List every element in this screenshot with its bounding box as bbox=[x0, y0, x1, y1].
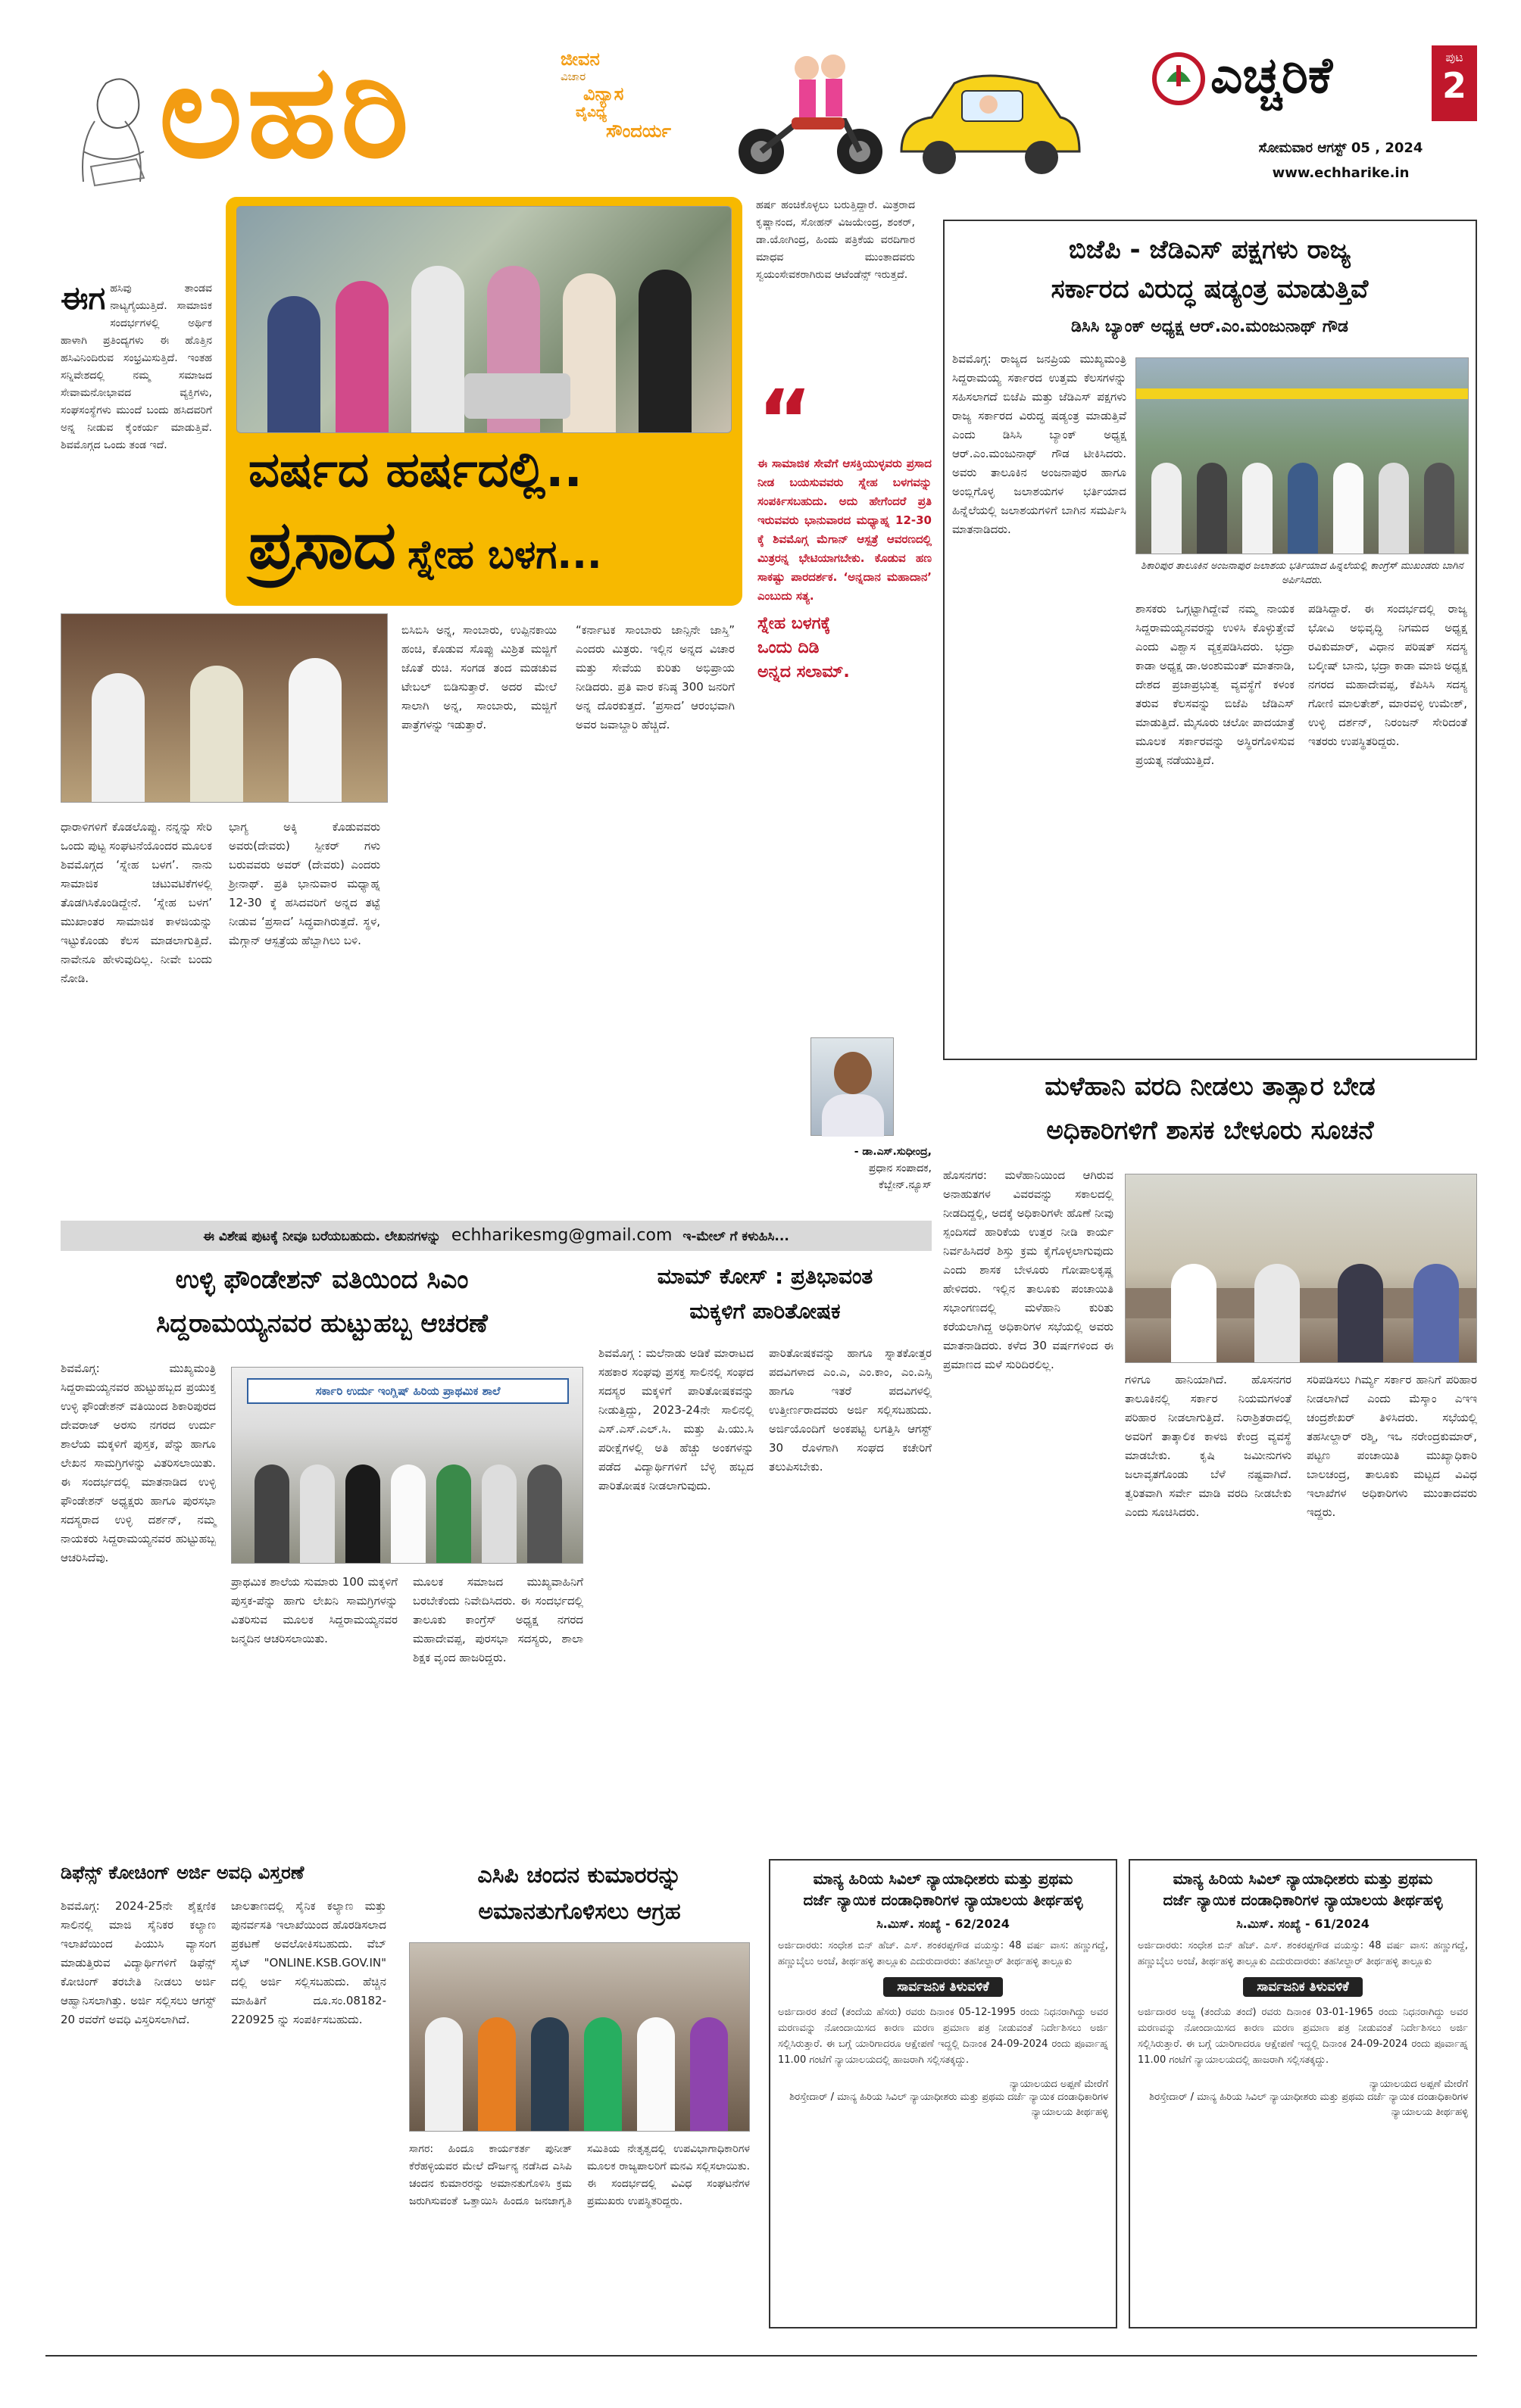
lead-col-3: ಬಿಸಿಬಿಸಿ ಅನ್ನ, ಸಾಂಬಾರು, ಉಪ್ಪಿನಕಾಯಿ ಹಂಚಿ, ಕೊಡುವ ಸೊಪ್ಪು ಮಿಶ್ರಿತ ಮಜ್ಜಿಗೆ ಜೊತೆ ರುಚಿ. ಸಂಗಡ ತಂದ ಮಡಚುವ ಟೇಬಲ್ ಬಿಡಿಸುತ್ತಾರೆ. ಅದರ ಮೇಲೆ ಸಾಲಾಗಿ ಅನ್ನ, ಸಾಂಬಾರು, ಮಜ್ಜಿಗೆ ಪಾತ್ರೆಗಳನ್ನು ಇಡುತ್ತಾರೆ. bbox=[401, 623, 557, 731]
notice-2-sign-1: ನ್ಯಾಯಾಲಯದ ಅಪ್ಪಣೆ ಮೇರೆಗೆ bbox=[1369, 2079, 1468, 2090]
defence-story bbox=[61, 1859, 386, 2313]
malehani-headline-2: ಅಧಿಕಾರಿಗಳಿಗೆ ಶಾಸಕ ಬೇಳೂರು ಸೂಚನೆ bbox=[1046, 1115, 1374, 1146]
notice-2-title-1: ಮಾನ್ಯ ಹಿರಿಯ ಸಿವಿಲ್ ನ್ಯಾಯಾಧೀಶರು ಮತ್ತು ಪ್ರಥಮ bbox=[1173, 1870, 1433, 1888]
ulli-headline-2: ಸಿದ್ದರಾಮಯ್ಯನವರ ಹುಟ್ಟುಹಬ್ಬ ಆಚರಣೆ bbox=[156, 1308, 488, 1339]
intro-text: ಹಸಿವು ತಾಂಡವ ನಾಟ್ಯಗೈಯುತ್ತಿದೆ. ಸಾಮಾಜಿಕ ಸಂದರ್ಭಗಳಲ್ಲಿ ಅರ್ಥಿಕ ಹಾಳಾಗಿ ಪ್ರತಿಂದ್ಯಗಳು ಈ ಹೊತ್ತಿನ ಹಸಿವಿನಿಂದಿರುವ ಸಂಭ್ರಮಿಸುತ್ತಿದೆ. ಇಂತಹ ಸನ್ನಿವೇಶದಲ್ಲಿ ನಮ್ಮ ಸಮಾಜದ ಸೇವಾಮನೋಭಾವದ ವ್ಯಕ್ತಿಗಳು, ಸಂಘಸಂಸ್ಥೆಗಳು ಮುಂದೆ ಬಂದು ಹಸಿದವರಿಗೆ ಅನ್ನ ನೀಡುವ ಕೈಂಕರ್ಯ ಮಾಡುತ್ತಿವೆ. ಶಿವಮೊಗ್ಗದ ಒಂದು ತಂಡ ಇದೆ. bbox=[61, 282, 212, 451]
paper-name: ಎಚ್ಚರಿಕೆ bbox=[1210, 46, 1333, 104]
notice-2-title-2: ದರ್ಜೆ ನ್ಯಾಯಿಕ ದಂಡಾಧಿಕಾರಿಗಳ ನ್ಯಾಯಾಲಯ ತೀರ್ಥಹಳ್ಳಿ bbox=[1163, 1891, 1443, 1909]
author-byline bbox=[788, 1143, 932, 1193]
memorandum-photo bbox=[409, 1942, 750, 2132]
author-org: ಕೆಬ್ಬೇನ್.ನ್ಯೂಸ್ bbox=[879, 1179, 932, 1191]
intro-column bbox=[61, 280, 212, 621]
tagline-2: ವಿಚಾರ bbox=[561, 70, 586, 83]
email-address[interactable]: echharikesmg@gmail.com bbox=[451, 1226, 673, 1245]
bjp-headline-1: ಬಿಜೆಪಿ - ಜೆಡಿಎಸ್ ಪಕ್ಷಗಳು ರಾಜ್ಯ bbox=[1068, 235, 1351, 265]
lead-col-4: “ಕರ್ನಾಟಕ ಸಾಂಬಾರು ಜಾನ್ಸಿನೇ ಜಾಸ್ತಿ” ಎಂದರು ಮಿತ್ರರು. ಇಲ್ಲಿನ ಅನ್ನದ ವಿಚಾರ ಮತ್ತು ಸೇವೆಯ ಕುರಿತು ಅಭಿಪ್ರಾಯ ನೀಡಿದರು. ಪ್ರತಿ ವಾರ ಕನಿಷ್ಠ 300 ಜನರಿಗೆ ಅನ್ನ ದೊರಕುತ್ತದೆ. ‘ಪ್ರಸಾದ’ ಆರಂಭವಾಗಿ ಅವರ ಜವಾಬ್ದಾರಿ ಹೆಚ್ಚಿದೆ. bbox=[576, 623, 735, 731]
lead-banner bbox=[226, 197, 742, 606]
page-label: ಪುಟ bbox=[1445, 50, 1463, 64]
quote-mark: “ bbox=[757, 372, 813, 469]
ulli-body-left: ಶಿವಮೊಗ್ಗ: ಮುಖ್ಯಮಂತ್ರಿ ಸಿದ್ದರಾಮಯ್ಯನವರ ಹುಟ್ಟುಹಬ್ಬದ ಪ್ರಯುಕ್ತ ಉಳ್ಳಿ ಫೌಂಡೇಶನ್ ವತಿಯಿಂದ ಶಿಕಾರಿಪುರದ ದೇವರಾಜ್ ಅರಸು ನಗರದ ಉರ್ದು ಶಾಲೆಯ ಮಕ್ಕಳಿಗೆ ಪುಸ್ತಕ, ಪೆನ್ನು ಹಾಗೂ ಲೇಖನ ಸಾಮಗ್ರಿಗಳನ್ನು ವಿತರಿಸಲಾಯಿತು. ಈ ಸಂದರ್ಭದಲ್ಲಿ ಮಾತನಾಡಿದ ಉಳ್ಳಿ ಫೌಂಡೇಶನ್ ಅಧ್ಯಕ್ಷರು ಹಾಗೂ ಪುರಸಭಾ ಸದಸ್ಯರಾದ ಉಳ್ಳಿ ದರ್ಶನ್, ನಮ್ಮ ನಾಯಕರು ಸಿದ್ದರಾಮಯ್ಯನವರ ಹುಟ್ಟುಹಬ್ಬ ಆಚರಿಸಿದೆವು. bbox=[61, 1362, 216, 1564]
notice-1-case-no: ಸಿ.ಮಿಸ್. ಸಂಖ್ಯೆ - 62/2024 bbox=[876, 1917, 1010, 1931]
email-strip-prefix: ಈ ವಿಶೇಷ ಪುಟಕ್ಕೆ ನೀವೂ ಬರೆಯಬಹುದು. ಲೇಖನಗಳನ್ನು bbox=[203, 1229, 441, 1244]
yellow-car-icon bbox=[894, 61, 1083, 182]
defence-body-left: ಶಿವಮೊಗ್ಗ: 2024-25ನೇ ಶೈಕ್ಷಣಿಕ ಸಾಲಿನಲ್ಲಿ ಮಾಜಿ ಸೈನಿಕರ ಕಲ್ಯಾಣ ಇಲಾಖೆಯಿಂದ ಪಿಯುಸಿ ವ್ಯಾಸಂಗ ಮಾಡುತ್ತಿರುವ ವಿದ್ಯಾರ್ಥಿಗಳಿಗೆ ಡಿಫೆನ್ಸ್ ಕೋಚಿಂಗ್ ತರಬೇತಿ ನೀಡಲು ಅರ್ಜಿ ಆಹ್ವಾನಿಸಲಾಗಿತ್ತು. ಅರ್ಜಿ ಸಲ್ಲಿಸಲು ಆಗಸ್ಟ್ 20 ರವರೆಗೆ ಅವಧಿ ವಿಸ್ತರಿಸಲಾಗಿದೆ. bbox=[61, 1899, 216, 2026]
acp-body: ಸಾಗರ: ಹಿಂದೂ ಕಾರ್ಯಕರ್ತ ಪುನೀತ್ ಕೆರೆಹಳ್ಳಿಯವರ ಮೇಲೆ ದೌರ್ಜನ್ಯ ನಡೆಸಿದ ಎಸಿಪಿ ಚಂದನ ಕುಮಾರರನ್ನು ಅಮಾನತುಗೊಳಿಸಿ ಕ್ರಮ ಜರುಗಿಸುವಂತೆ ಒತ್ತಾಯಿಸಿ ಹಿಂದೂ ಜನಜಾಗೃತಿ ಸಮಿತಿಯ ನೇತೃತ್ವದಲ್ಲಿ ಉಪವಿಭಾಗಾಧಿಕಾರಿಗಳ ಮೂಲಕ ರಾಜ್ಯಪಾಲರಿಗೆ ಮನವಿ ಸಲ್ಲಿಸಲಾಯಿತು. ಈ ಸಂದರ್ಭದಲ್ಲಿ ವಿವಿಧ ಸಂಘಟನೆಗಳ ಪ್ರಮುಖರು ಉಪಸ್ಥಿತರಿದ್ದರು. bbox=[409, 2143, 750, 2207]
dam-photo bbox=[1135, 357, 1469, 554]
mamcos-story bbox=[598, 1261, 932, 1836]
logo-emblem-icon bbox=[1151, 51, 1206, 106]
court-notice-2 bbox=[1129, 1859, 1477, 2328]
lead-right-top: ಹರ್ಷ ಹಂಚಿಕೊಳ್ಳಲು ಬರುತ್ತಿದ್ದಾರೆ. ಮಿತ್ರರಾದ ಕೃಷ್ಣಾನಂದ, ಸೋಹನ್ ವಿಜಯೇಂದ್ರ, ಶಂಕರ್, ಡಾ.ಯೋಗಿಂದ್ರ, ಹಿಂದು ಪತ್ರಿಕೆಯ ವರದಿಗಾರ ಮಾಧವ ಮುಂತಾದವರು ಸ್ವಯಂಸೇವಕರಾಗಿರುವ ಆಟೆಂಡೆನ್ಸ್ ಇರುತ್ತದೆ. bbox=[756, 199, 915, 281]
ulli-headline-1: ಉಳ್ಳಿ ಫೌಂಡೇಶನ್ ವತಿಯಿಂದ ಸಿಎಂ bbox=[175, 1265, 469, 1295]
bjp-story bbox=[943, 220, 1477, 1060]
lead-story bbox=[61, 197, 932, 1212]
motorbike-couple-icon bbox=[727, 45, 894, 182]
school-group-photo bbox=[231, 1367, 583, 1564]
tagline-5: ಸೌಂದರ್ಯ bbox=[606, 120, 671, 142]
banner-big-word: ಪ್ರಸಾದ bbox=[248, 506, 396, 584]
website: www.echharike.in bbox=[1272, 165, 1410, 181]
notice-1-sign-1: ನ್ಯಾಯಾಲಯದ ಅಪ್ಪಣೆ ಮೇರೆಗೆ bbox=[1009, 2079, 1108, 2090]
bjp-headline-2: ಸರ್ಕಾರದ ವಿರುದ್ಧ ಷಡ್ಯಂತ್ರ ಮಾಡುತ್ತಿವೆ bbox=[1051, 274, 1369, 304]
notice-2-label: ಸಾರ್ವಜನಿಕ ತಿಳುವಳಿಕೆ bbox=[1243, 1977, 1362, 1997]
paper-logo bbox=[1151, 45, 1432, 114]
mamcos-headline-2: ಮಕ್ಕಳಿಗೆ ಪಾರಿತೋಷಕ bbox=[689, 1299, 841, 1324]
dam-photo-caption: ಶಿಕಾರಿಪುರ ತಾಲೂಕಿನ ಅಂಜನಾಪುರ ಜಲಾಶಯ ಭರ್ತಿಯಾದ ಹಿನ್ನಲೆಯಲ್ಲಿ ಕಾಂಗ್ರೆಸ್ ಮುಖಂಡರು ಬಾಗಿನ ಅರ್ಪಿಸಿದರು. bbox=[1141, 560, 1463, 586]
notice-2-sign-2: ಶಿರಸ್ತೇದಾರ್ / ಮಾನ್ಯ ಹಿರಿಯ ಸಿವಿಲ್ ನ್ಯಾಯಾಧೀಶರು ಮತ್ತು ಪ್ರಥಮ ದರ್ಜೆ ನ್ಯಾಯಿಕ ದಂಡಾಧಿಕಾರಿಗಳ ನ್ಯಾಯಾಲಯ ತೀರ್ಥಹಳ್ಳಿ bbox=[1149, 2091, 1468, 2118]
author-photo bbox=[810, 1037, 894, 1136]
notice-1-title-2: ದರ್ಜೆ ನ್ಯಾಯಿಕ ದಂಡಾಧಿಕಾರಿಗಳ ನ್ಯಾಯಾಲಯ ತೀರ್ಥಹಳ್ಳಿ bbox=[803, 1891, 1083, 1909]
bjp-body-mid: ಶಾಸಕರು ಒಗ್ಗಟ್ಟಾಗಿದ್ದೇವೆ ನಮ್ಮ ನಾಯಕ ಸಿದ್ದರಾಮಯ್ಯನವರನ್ನು ಉಳಿಸಿ ಕೊಳ್ಳುತ್ತೇವೆ ಎಂದು ವಿಶ್ವಾಸ ವ್ಯಕ್ತಪಡಿಸಿದರು. ಭದ್ರಾ ಕಾಡಾ ಅಧ್ಯಕ್ಷ ಡಾ.ಅಂಶುಮಂತ್ ಮಾತನಾಡಿ, ದೇಶದ ಪ್ರಜಾಪ್ರಭುತ್ವ ವ್ಯವಸ್ಥೆಗೆ ಕಳಂಕ ತರುವ ಕೆಲಸವನ್ನು ಬಿಜೆಪಿ ಜೆಡಿಎಸ್ ಮಾಡುತ್ತಿದೆ. ಮೈಸೂರು ಚಲೋ ಪಾದಯಾತ್ರೆ ಮೂಲಕ ಸರ್ಕಾರವನ್ನು ಅಸ್ಥಿರಗೊಳಿಸುವ ಪ್ರಯತ್ನ ನಡೆಯುತ್ತಿದೆ. bbox=[1135, 602, 1295, 767]
defence-headline: ಡಿಫೆನ್ಸ್ ಕೋಚಿಂಗ್ ಅರ್ಜಿ ಅವಧಿ ವಿಸ್ತರಣೆ bbox=[61, 1862, 305, 1883]
bjp-subhead: ಡಿಸಿಸಿ ಬ್ಯಾಂಕ್ ಅಧ್ಯಕ್ಷ ಆರ್.ಎಂ.ಮಂಜುನಾಥ್ ಗೌಡ bbox=[1071, 317, 1348, 336]
bjp-body-right: ಪಡಿಸಿದ್ದಾರೆ. ಈ ಸಂದರ್ಭದಲ್ಲಿ ರಾಜ್ಯ ಭೋವಿ ಅಭಿವೃದ್ಧಿ ನಿಗಮದ ಅಧ್ಯಕ್ಷ ರವಿಕುಮಾರ್, ವಿಧಾನ ಪರಿಷತ್ ಸದಸ್ಯ ಬಲ್ಕೀಷ್ ಬಾನು, ಭದ್ರಾ ಕಾಡಾ ಮಾಜಿ ಅಧ್ಯಕ್ಷ ನಗರದ ಮಹಾದೇವಪ್ಪ, ಕೆಪಿಸಿಸಿ ಸದಸ್ಯ ಗೋಣಿ ಮಾಲತೇಶ್, ಮಾರವಳ್ಳಿ ಉಮೇಶ್, ಉಳ್ಳಿ ದರ್ಶನ್, ನಿರಂಜನ್ ಸೇರಿದಂತೆ ಇತರರು ಉಪಸ್ಥಿತರಿದ್ದರು. bbox=[1308, 602, 1467, 748]
page-number: 2 bbox=[1441, 65, 1466, 106]
school-sign: ಸರ್ಕಾರಿ ಉರ್ದು ಇಂಗ್ಲಿಷ್ ಹಿರಿಯ ಪ್ರಾಥಮಿಕ ಶಾಲೆ bbox=[247, 1378, 569, 1404]
notice-1-sign-2: ಶಿರಸ್ತೇದಾರ್ / ಮಾನ್ಯ ಹಿರಿಯ ಸಿವಿಲ್ ನ್ಯಾಯಾಧೀಶರು ಮತ್ತು ಪ್ರಥಮ ದರ್ಜೆ ನ್ಯಾಯಿಕ ದಂಡಾಧಿಕಾರಿಗಳ ನ್ಯಾಯಾಲಯ ತೀರ್ಥಹಳ್ಳಿ bbox=[789, 2091, 1108, 2118]
banner-line-2 bbox=[248, 500, 602, 591]
author-role: ಪ್ರಧಾನ ಸಂಪಾದಕ, bbox=[868, 1162, 932, 1174]
email-strip-suffix: ಇ-ಮೇಲ್ ಗೆ ಕಳುಹಿಸಿ... bbox=[682, 1229, 789, 1244]
malehani-body-left: ಹೊಸನಗರ: ಮಳೆಹಾನಿಯಿಂದ ಆಗಿರುವ ಅನಾಹುತಗಳ ವಿವರವನ್ನು ಸಕಾಲದಲ್ಲಿ ನೀಡದಿದ್ದಲ್ಲಿ, ಅದಕ್ಕೆ ಅಧಿಕಾರಿಗಳೇ ಹೊಣೆ ನೀವು ಸ್ಪಂದಿಸದೆ ಹಾರಿಕೆಯ ಉತ್ತರ ನೀಡಿ ಕಾರ್ಯ ನಿರ್ವಹಿಸಿದರೆ ಶಿಸ್ತು ಕ್ರಮ ಕೈಗೊಳ್ಳಲಾಗುವುದು ಎಂದು ಶಾಸಕ ಬೇಳೂರು ಗೋಪಾಲಕೃಷ್ಣ ಹೇಳಿದರು. ಇಲ್ಲಿನ ತಾಲೂಕು ಪಂಚಾಯಿತಿ ಸಭಾಂಗಣದಲ್ಲಿ ಮಳೆಹಾನಿ ಕುರಿತು ಕರೆಯಲಾಗಿದ್ದ ಅಧಿಕಾರಿಗಳ ಸಭೆಯಲ್ಲಿ ಅವರು ಮಾತನಾಡಿದರು. ಕಳೆದ 30 ವರ್ಷಗಳಿಂದ ಈ ಪ್ರಮಾಣದ ಮಳೆ ಸುರಿದಿರಲಿಲ್ಲ. bbox=[943, 1168, 1113, 1371]
brand-taglines bbox=[561, 48, 727, 142]
food-serving-photo bbox=[236, 206, 732, 433]
bjp-body-left: ಶಿವಮೊಗ್ಗ: ರಾಜ್ಯದ ಜನಪ್ರಿಯ ಮುಖ್ಯಮಂತ್ರಿ ಸಿದ್ದರಾಮಯ್ಯ ಸರ್ಕಾರದ ಉತ್ತಮ ಕೆಲಸಗಳನ್ನು ಸಹಿಸಲಾಗದೆ ಬಿಜೆಪಿ ಮತ್ತು ಜೆಡಿಎಸ್ ಪಕ್ಷಗಳು ರಾಜ್ಯ ಸರ್ಕಾರದ ವಿರುದ್ಧ ಷಡ್ಯಂತ್ರ ಮಾಡುತ್ತಿವೆ ಎಂದು ಡಿಸಿಸಿ ಬ್ಯಾಂಕ್ ಅಧ್ಯಕ್ಷ ಆರ್.ಎಂ.ಮಂಜುನಾಥ್ ಗೌಡ ಟೀಕಿಸಿದರು. ಅವರು ತಾಲೂಕಿನ ಅಂಜನಾಪುರ ಹಾಗೂ ಅಂಬ್ಲಿಗೊಳ್ಳ ಜಲಾಶಯಗಳ ಭರ್ತಿಯಾದ ಹಿನ್ನೆಲೆಯಲ್ಲಿ ಜಲಾಶಯಗಳಿಗೆ ಬಾಗಿನ ಸಮರ್ಪಿಸಿ ಮಾತನಾಡಿದರು. bbox=[952, 352, 1126, 536]
defence-body-right: ಜಾಲತಾಣದಲ್ಲಿ ಸೈನಿಕ ಕಲ್ಯಾಣ ಮತ್ತು ಪುನರ್ವಸತಿ ಇಲಾಖೆಯಿಂದ ಹೊರಡಿಸಲಾದ ಪ್ರಕಟಣೆ ಅವಲೋಕಿಸಬಹುದು. ವೆಬ್ ಸೈಟ್ "ONLINE.KSB.GOV.IN" ದಲ್ಲಿ ಅರ್ಜಿ ಸಲ್ಲಿಸಬಹುದು. ಹೆಚ್ಚಿನ ಮಾಹಿತಿಗೆ ದೂ.ಸಂ.08182-220925 ನ್ನು ಸಂಪರ್ಕಿಸಬಹುದು. bbox=[231, 1899, 386, 2026]
lead-col-2: ಭಾಗ್ಯ ಅಕ್ಕಿ ಕೊಡುವವರು ಅವರು(ದೇವರು) ಸ್ಪೀಕರ್ ಗಳು ಬರುವವರು ಅವರ್ (ದೇವರು) ಎಂದರು ಶ್ರೀನಾಥ್. ಪ್ರತಿ ಭಾನುವಾರ ಮಧ್ಯಾಹ್ನ 12-30 ಕ್ಕೆ ಹಸಿದವರಿಗೆ ಅನ್ನದ ತಟ್ಟೆ ನೀಡುವ ‘ಪ್ರಸಾದ’ ಸಿದ್ಧವಾಗಿರುತ್ತದೆ. ಸ್ಥಳ, ಮೆಗ್ಗಾನ್ ಆಸ್ಪತ್ರೆಯ ಹೆಬ್ಬಾಗಿಲು ಬಳಿ. bbox=[229, 820, 380, 947]
quote-footer-1: ಸ್ನೇಹ ಬಳಗಕ್ಕೆ bbox=[757, 614, 831, 633]
notice-1-title-1: ಮಾನ್ಯ ಹಿರಿಯ ಸಿವಿಲ್ ನ್ಯಾಯಾಧೀಶರು ಮತ್ತು ಪ್ರಥಮ bbox=[813, 1870, 1073, 1888]
acp-headline-1: ಎಸಿಪಿ ಚಂದನ ಕುಮಾರರನ್ನು bbox=[477, 1862, 682, 1889]
quote-footer-2: ಒಂದು ದಿಡಿ bbox=[757, 638, 820, 657]
acp-story bbox=[401, 1859, 757, 2328]
reading-woman-sketch-icon bbox=[61, 68, 159, 189]
tagline-3: ವಿನ್ಯಾಸ bbox=[583, 83, 624, 104]
mamcos-body-left: ಶಿವಮೊಗ್ಗ : ಮಲೆನಾಡು ಅಡಿಕೆ ಮಾರಾಟದ ಸಹಕಾರ ಸಂಘವು ಪ್ರಸಕ್ತ ಸಾಲಿನಲ್ಲಿ ಸಂಘದ ಸದಸ್ಯರ ಮಕ್ಕಳಿಗೆ ಪಾರಿತೋಷಕವನ್ನು ನೀಡುತ್ತಿದ್ದು, 2023-24ನೇ ಸಾಲಿನಲ್ಲಿ ಎಸ್.ಎಸ್.ಎಲ್.ಸಿ. ಮತ್ತು ಪಿ.ಯು.ಸಿ ಪರೀಕ್ಷೆಗಳಲ್ಲಿ ಅತಿ ಹೆಚ್ಚು ಅಂಕಗಳನ್ನು ಪಡೆದ ವಿದ್ಯಾರ್ಥಿಗಳಿಗೆ ಬೆಳ್ಳಿ ಹಬ್ಬದ ಪಾರಿತೋಷಕ ನೀಡಲಾಗುವುದು. bbox=[598, 1346, 754, 1493]
notice-1-label: ಸಾರ್ವಜನಿಕ ತಿಳುವಳಿಕೆ bbox=[883, 1977, 1002, 1997]
issue-date: ಸೋಮವಾರ ಆಗಸ್ಟ್ 05 , 2024 bbox=[1258, 140, 1423, 156]
page-border bbox=[45, 2355, 1477, 2357]
banner-small-words: ಸ್ನೇಹ ಬಳಗ... bbox=[408, 532, 602, 578]
pull-quote bbox=[757, 372, 932, 685]
acp-headline-2: ಅಮಾನತುಗೊಳಿಸಲು ಆಗ್ರಹ bbox=[478, 1898, 681, 1925]
malehani-headline-1: ಮಳೆಹಾನಿ ವರದಿ ನೀಡಲು ತಾತ್ಸಾರ ಬೇಡ bbox=[1045, 1071, 1376, 1102]
malehani-body-mid: ಗಳಿಗೂ ಹಾನಿಯಾಗಿದೆ. ಹೊಸನಗರ ತಾಲೂಕಿನಲ್ಲಿ ಸರ್ಕಾರ ನಿಯಮಗಳಂತೆ ಪರಿಹಾರ ನೀಡಲಾಗುತ್ತಿದೆ. ನಿರಾಶ್ರಿತರಾದಲ್ಲಿ ಅವರಿಗೆ ತಾತ್ಕಾಲಿಕ ಕಾಳಜಿ ಕೇಂದ್ರ ವ್ಯವಸ್ಥೆ ಮಾಡಬೇಕು. ಕೃಷಿ ಜಮೀನುಗಳು ಜಲಾವೃತಗೊಂಡು ಬೆಳೆ ನಷ್ಟವಾಗಿದೆ. ತ್ವರಿತವಾಗಿ ಸರ್ವೇ ಮಾಡಿ ವರದಿ ನೀಡಬೇಕು ಎಂದು ಸೂಚಿಸಿದರು. bbox=[1125, 1373, 1291, 1519]
page-number-box bbox=[1432, 45, 1477, 121]
mamcos-headline-1: ಮಾಮ್ ಕೋಸ್ : ಪ್ರತಿಭಾವಂತ bbox=[657, 1264, 873, 1289]
notice-2-case-no: ಸಿ.ಮಿಸ್. ಸಂಖ್ಯೆ - 61/2024 bbox=[1236, 1917, 1370, 1931]
tagline-1: ಜೀವನ bbox=[561, 48, 600, 70]
drop-word: ಈಗ bbox=[61, 279, 106, 317]
quote-footer-3: ಅನ್ನದ ಸಲಾಮ್. bbox=[757, 663, 850, 682]
ulli-story bbox=[61, 1261, 583, 1836]
notice-2-body: ಅರ್ಜಿದಾರರ ಅಜ್ಜ (ತಂದೆಯ ತಂದೆ) ರವರು ದಿನಾಂಕ 03-01-1965 ರಂದು ನಿಧನರಾಗಿದ್ದು ಅವರ ಮರಣವನ್ನು ನೋಂದಾಯಿಸದ ಕಾರಣ ಮರಣ ಪ್ರಮಾಣ ಪತ್ರ ನೀಡುವಂತೆ ನಿರ್ದೇಶಿಸಲು ಅರ್ಜಿ ಸಲ್ಲಿಸಿರುತ್ತಾರೆ. ಈ ಬಗ್ಗೆ ಯಾರಿಗಾದರೂ ಆಕ್ಷೇಪಣೆ ಇದ್ದಲ್ಲಿ ದಿನಾಂಕ 24-09-2024 ರಂದು ಪೂರ್ವಾಹ್ನ 11.00 ಗಂಟೆಗೆ ನ್ಯಾಯಾಲಯದಲ್ಲಿ ಹಾಜರಾಗಿ ಸಲ್ಲಿಸತಕ್ಕದ್ದು. bbox=[1138, 2007, 1468, 2066]
notice-1-body: ಅರ್ಜಿದಾರರ ತಂದೆ (ತಂದೆಯ ಹೆಸರು) ರವರು ದಿನಾಂಕ 05-12-1995 ರಂದು ನಿಧನರಾಗಿದ್ದು ಅವರ ಮರಣವನ್ನು ನೋಂದಾಯಿಸದ ಕಾರಣ ಮರಣ ಪ್ರಮಾಣ ಪತ್ರ ನೀಡುವಂತೆ ನಿರ್ದೇಶಿಸಲು ಅರ್ಜಿ ಸಲ್ಲಿಸಿರುತ್ತಾರೆ. ಈ ಬಗ್ಗೆ ಯಾರಿಗಾದರೂ ಆಕ್ಷೇಪಣೆ ಇದ್ದಲ್ಲಿ ದಿನಾಂಕ 24-09-2024 ರಂದು ಪೂರ್ವಾಹ್ನ 11.00 ಗಂಟೆಗೆ ನ್ಯಾಯಾಲಯದಲ್ಲಿ ಹಾಜರಾಗಿ ಸಲ್ಲಿಸತಕ್ಕದ್ದು. bbox=[778, 2007, 1108, 2066]
malehani-story bbox=[943, 1068, 1477, 1825]
meeting-photo bbox=[1125, 1174, 1477, 1363]
banner-line-1: ವರ್ಷದ ಹರ್ಷದಲ್ಲಿ.. bbox=[248, 442, 582, 498]
tagline-4: ವೈವಿಧ್ಯ bbox=[576, 104, 607, 120]
lead-col-1: ಧಾರಾಳಿಗಳಿಗೆ ಕೊಡಲೊಪ್ಪು. ನನ್ನನ್ನು ಸೇರಿ ಒಂದು ಪುಟ್ಟ ಸಂಘಟನೆಯೊಂದರ ಮೂಲಕ ಶಿವಮೊಗ್ಗದ ‘ಸ್ನೇಹ ಬಳಗ’. ನಾನು ಸಾಮಾಜಿಕ ಚಟುವಟಿಕೆಗಳಲ್ಲಿ ತೊಡಗಿಸಿಕೊಂಡಿದ್ದೇನೆ. ‘ಸ್ನೇಹ ಬಳಗ’ ಮುಖಾಂತರ ಸಾಮಾಜಿಕ ಕಾಳಜಿಯನ್ನು ಇಟ್ಟುಕೊಂಡು ಕೆಲಸ ಮಾಡಲಾಗುತ್ತಿದೆ. ನಾವೇನೂ ಹೇಳುವುದಿಲ್ಲ. ನೀವೇ ಬಂದು ನೋಡಿ. bbox=[61, 820, 212, 985]
three-men-photo bbox=[61, 613, 388, 803]
court-notice-1 bbox=[769, 1859, 1117, 2328]
email-strip bbox=[61, 1221, 932, 1251]
ulli-body-mid: ಪ್ರಾಥಮಿಕ ಶಾಲೆಯ ಸುಮಾರು 100 ಮಕ್ಕಳಿಗೆ ಪುಸ್ತಕ-ಪೆನ್ನು ಹಾಗು ಲೇಖನಿ ಸಾಮಗ್ರಿಗಳನ್ನು ವಿತರಿಸುವ ಮೂಲಕ ಸಿದ್ದರಾಮಯ್ಯನವರ ಜನ್ಮದಿನ ಆಚರಿಸಲಾಯಿತು. bbox=[231, 1575, 398, 1645]
ulli-body-right: ಮೂಲಕ ಸಮಾಜದ ಮುಖ್ಯವಾಹಿನಿಗೆ ಬರಬೇಕೆಂದು ನಿವೇದಿಸಿದರು. ಈ ಸಂದರ್ಭದಲ್ಲಿ ತಾಲೂಕು ಕಾಂಗ್ರೆಸ್ ಅಧ್ಯಕ್ಷ ನಗರದ ಮಹಾದೇವಪ್ಪ, ಪುರಸಭಾ ಸದಸ್ಯರು, ಶಾಲಾ ಶಿಕ್ಷಕ ವೃಂದ ಹಾಜರಿದ್ದರು. bbox=[413, 1575, 583, 1664]
notice-1-parties: ಅರ್ಜಿದಾರರು: ಸಂಧೇಶ ಬಿನ್ ಹೆಚ್. ಎಸ್. ಶಂಕರಪ್ಪಗೌಡ ವಯಸ್ಸು: 48 ವರ್ಷ ವಾಸ: ಹಣ್ಣುಗದ್ದೆ, ಹಣ್ಣುಬೈಲು ಅಂಚೆ, ತೀರ್ಥಹಳ್ಳಿ ತಾಲ್ಲೂಕು ಎದುರುದಾರರು: ತಹಸೀಲ್ದಾರ್ ತೀರ್ಥಹಳ್ಳಿ ತಾಲ್ಲೂಕು bbox=[778, 1940, 1108, 1967]
author-name: - ಡಾ.ಎಸ್.ಸುಧೀಂದ್ರ, bbox=[854, 1146, 932, 1158]
mamcos-body-right: ಪಾರಿತೋಷಕವನ್ನು ಹಾಗೂ ಸ್ನಾತಕೋತ್ತರ ಪದವಿಗಳಾದ ಎಂ.ಎ, ಎಂ.ಕಾಂ, ಎಂ.ಎಸ್ಸಿ ಹಾಗೂ ಇತರೆ ಪದವಿಗಳಲ್ಲಿ ಉತ್ತೀರ್ಣರಾದವರು ಅರ್ಜಿ ಸಲ್ಲಿಸಬಹುದು. ಅರ್ಜಿಯೊಂದಿಗೆ ಅಂಕಪಟ್ಟಿ ಲಗತ್ತಿಸಿ ಆಗಸ್ಟ್ 30 ರೊಳಗಾಗಿ ಸಂಘದ ಕಚೇರಿಗೆ ತಲುಪಿಸಬೇಕು. bbox=[769, 1346, 932, 1474]
brand-title: ಲಹರಿ bbox=[159, 37, 414, 187]
malehani-body-right: ಸರಿಪಡಿಸಲು ಗಿರ್ಮ್ಯ ಸರ್ಕಾರ ಹಾನಿಗೆ ಪರಿಹಾರ ನೀಡಲಾಗಿದೆ ಎಂದು ಮೆಸ್ಕಾಂ ಎಇಇ ಚಂದ್ರಶೇಖರ್ ತಿಳಿಸಿದರು. ಸಭೆಯಲ್ಲಿ ತಹಸೀಲ್ದಾರ್ ರಶ್ಮಿ, ಇಒ ನರೇಂದ್ರಕುಮಾರ್, ಪಟ್ಟಣ ಪಂಚಾಯಿತಿ ಮುಖ್ಯಾಧಿಕಾರಿ ಬಾಲಚಂದ್ರ, ತಾಲೂಕು ಮಟ್ಟದ ವಿವಿಧ ಇಲಾಖೆಗಳ ಅಧಿಕಾರಿಗಳು ಮುಂತಾದವರು ಇದ್ದರು. bbox=[1307, 1373, 1477, 1519]
notice-2-parties: ಅರ್ಜಿದಾರರು: ಸಂಧೇಶ ಬಿನ್ ಹೆಚ್. ಎಸ್. ಶಂಕರಪ್ಪಗೌಡ ವಯಸ್ಸು: 48 ವರ್ಷ ವಾಸ: ಹಣ್ಣುಗದ್ದೆ, ಹಣ್ಣುಬೈಲು ಅಂಚೆ, ತೀರ್ಥಹಳ್ಳಿ ತಾಲ್ಲೂಕು ಎದುರುದಾರರು: ತಹಸೀಲ್ದಾರ್ ತೀರ್ಥಹಳ್ಳಿ ತಾಲ್ಲೂಕು bbox=[1138, 1940, 1468, 1967]
masthead bbox=[0, 0, 1521, 189]
quote-text: ಈ ಸಾಮಾಜಿಕ ಸೇವೆಗೆ ಆಸಕ್ತಿಯುಳ್ಳವರು ಪ್ರಸಾದ ನೀಡ ಬಯಸುವವರು ಸ್ನೇಹ ಬಳಗವನ್ನು ಸಂಪರ್ಕಿಸಬಹುದು. ಅದು ಹೇಗೆಂದರೆ ಪ್ರತಿ ಇರುವವರು ಭಾನುವಾರದ ಮಧ್ಯಾಹ್ನ 12-30 ಕ್ಕೆ ಶಿವಮೊಗ್ಗ ಮೆಗಾನ್ ಆಸ್ಪತ್ರೆ ಆವರಣದಲ್ಲಿ ಮಿತ್ರರನ್ನ ಭೇಟಿಯಾಗಬೇಕು. ಕೊಡುವ ಹಣ ಸಾಕಷ್ಟು ಪಾರದರ್ಶಕ. ‘ಅನ್ನದಾನ ಮಹಾದಾನ’ ಎಂಬುದು ಸತ್ಯ. bbox=[757, 457, 932, 603]
